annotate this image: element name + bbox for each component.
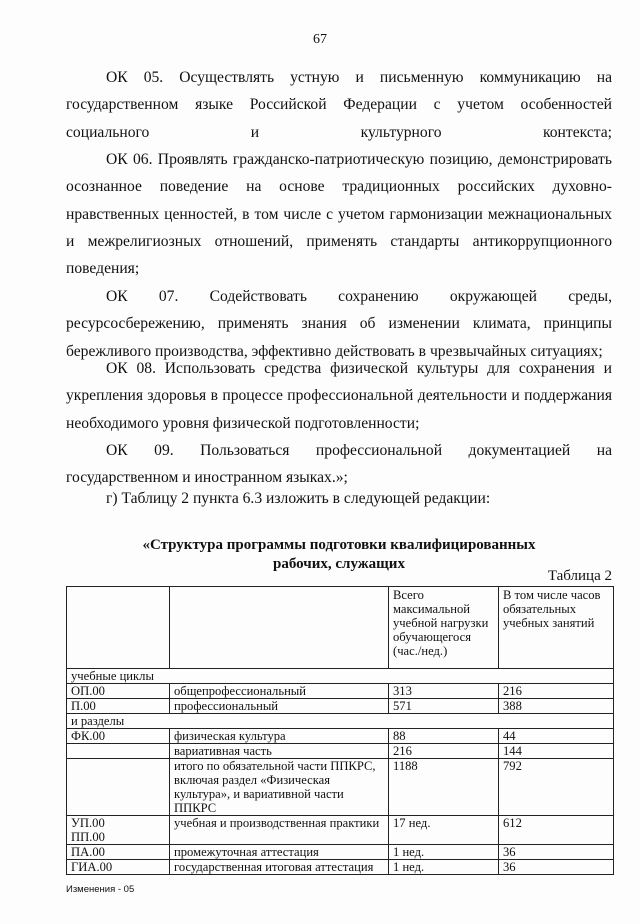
table-caption: Таблица 2: [547, 568, 612, 584]
header-mandatory-hours: В том числе часов обязательных учебных занятий: [499, 587, 614, 669]
table-title-line1: «Структура программы подготовки квалифицированных: [142, 537, 536, 553]
table-header-row: [67, 587, 614, 669]
table-row: [67, 744, 614, 759]
page-number: 67: [313, 32, 327, 47]
table-row: [67, 860, 614, 875]
row-name: итого по обязательной части ППКРС, включая раздел «Физическая культура», и вариативной части ППКРС: [170, 759, 389, 816]
paragraph-ok09: ОК 09. Пользоваться профессиональной документацией на государственном и иностранном языках.»;: [66, 442, 612, 487]
row-total: 88: [389, 729, 499, 744]
row-total: 17 нед.: [389, 816, 499, 845]
paragraph-ok07: ОК 07. Содействовать сохранению окружающей среды, ресурсосбережению, применять знания об изменении климата, принципы бережливого производства, эффективно действовать в чрезвычайных ситуациях;: [66, 288, 612, 360]
footer-note: Изменения - 05: [66, 884, 135, 895]
row-mandatory: 36: [499, 845, 614, 860]
row-name: физическая культура: [170, 729, 389, 744]
section-row: [67, 714, 614, 729]
section-label: и разделы: [67, 714, 614, 729]
row-mandatory: 44: [499, 729, 614, 744]
table-title-line2: рабочих, служащих: [273, 556, 405, 572]
row-mandatory: 388: [499, 699, 614, 714]
table-row: [67, 845, 614, 860]
row-code: ПА.00: [67, 845, 170, 860]
row-mandatory: 792: [499, 759, 614, 816]
row-code: [67, 744, 170, 759]
header-total-hours: Всего максимальной учебной нагрузки обучающегося (час./нед.): [389, 587, 499, 669]
row-code: ГИА.00: [67, 860, 170, 875]
header-cell-empty: [170, 587, 389, 669]
row-name: государственная итоговая аттестация: [170, 860, 389, 875]
paragraph-table-instruction: г) Таблицу 2 пункта 6.3 изложить в следующей редакции:: [106, 490, 491, 507]
table-title: [66, 536, 612, 574]
header-cell-empty: [67, 587, 170, 669]
row-code: УП.00 ПП.00: [67, 816, 170, 845]
row-code: П.00: [67, 699, 170, 714]
row-name: профессиональный: [170, 699, 389, 714]
section-row: [67, 669, 614, 684]
paragraph-ok06: ОК 06. Проявлять гражданско-патриотическую позицию, демонстрировать осознанное поведение на основе традиционных российских духовно-нравственных ценностей, в том числе с учетом гармонизации межнациональных и межрелигиозных отношений, применять стандарты антикоррупционного поведения;: [66, 151, 612, 278]
row-total: 216: [389, 744, 499, 759]
row-total: 1 нед.: [389, 860, 499, 875]
row-total: 1 нед.: [389, 845, 499, 860]
row-total: 313: [389, 684, 499, 699]
row-name: учебная и производственная практики: [170, 816, 389, 845]
structure-table: [66, 586, 614, 875]
table-row: [67, 816, 614, 845]
row-total: 1188: [389, 759, 499, 816]
table-row: [67, 759, 614, 816]
row-total: 571: [389, 699, 499, 714]
table-row: [67, 684, 614, 699]
row-mandatory: 144: [499, 744, 614, 759]
row-name: общепрофессиональный: [170, 684, 389, 699]
row-mandatory: 36: [499, 860, 614, 875]
row-name: промежуточная аттестация: [170, 845, 389, 860]
row-mandatory: 216: [499, 684, 614, 699]
paragraph-ok05: ОК 05. Осуществлять устную и письменную коммуникацию на государственном языке Российской Федерации с учетом особенностей социального и культурного контекста;: [66, 69, 612, 141]
row-name: вариативная часть: [170, 744, 389, 759]
table-row: [67, 699, 614, 714]
row-code: [67, 759, 170, 816]
row-code: ОП.00: [67, 684, 170, 699]
table-row: [67, 729, 614, 744]
section-label: учебные циклы: [67, 669, 614, 684]
paragraph-ok08: ОК 08. Использовать средства физической культуры для сохранения и укрепления здоровья в процессе профессиональной деятельности и поддержания необходимого уровня физической подготовленности;: [66, 360, 612, 432]
row-code: ФК.00: [67, 729, 170, 744]
row-mandatory: 612: [499, 816, 614, 845]
